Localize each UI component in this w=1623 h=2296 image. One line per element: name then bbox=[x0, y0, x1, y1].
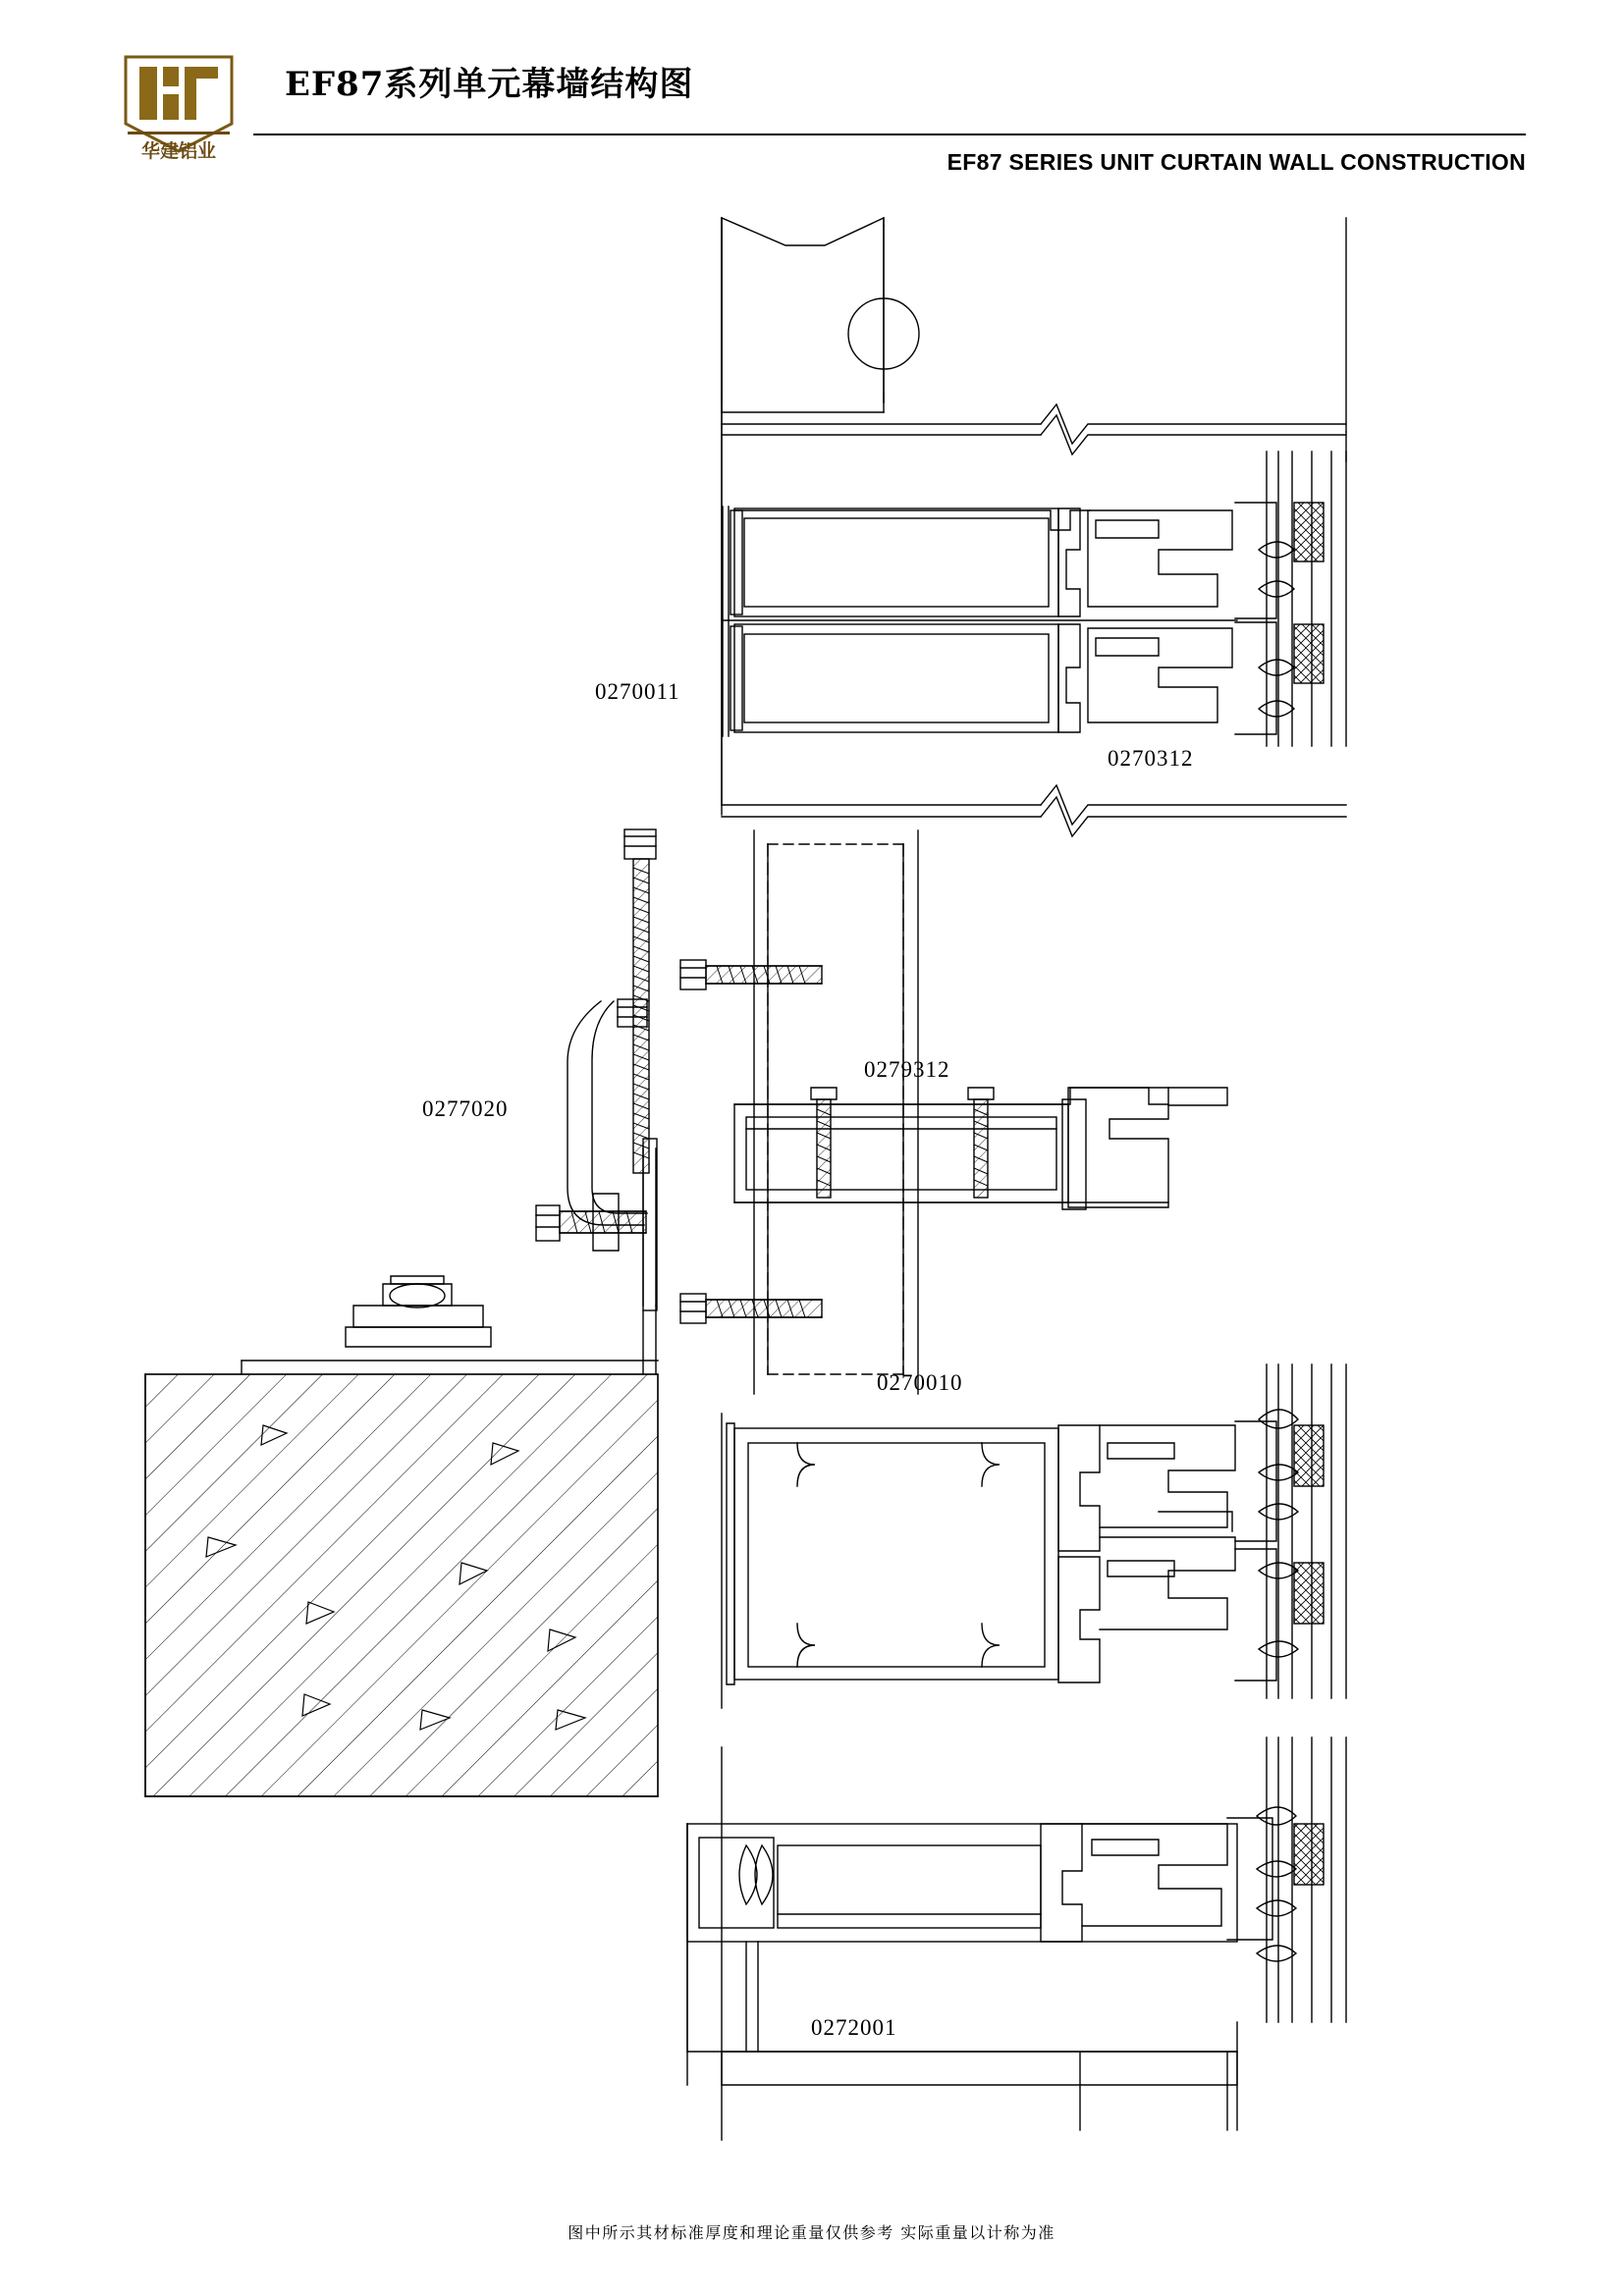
callout-0279312: 0279312 bbox=[864, 1057, 950, 1082]
page-title-en: EF87 SERIES UNIT CURTAIN WALL CONSTRUCTION bbox=[947, 149, 1526, 175]
callout-0270011: 0270011 bbox=[595, 679, 680, 704]
footer-note: 图中所示其材标准厚度和理论重量仅供参考 实际重量以计称为准 bbox=[568, 2223, 1055, 2242]
callout-0270312: 0270312 bbox=[1108, 746, 1194, 771]
callout-0270010: 0270010 bbox=[877, 1370, 963, 1395]
page-title-cn: EF87系列单元幕墙结构图 bbox=[285, 65, 694, 104]
svg-text:华建铝业: 华建铝业 bbox=[140, 140, 217, 162]
callout-0277020: 0277020 bbox=[422, 1096, 509, 1121]
callout-0272001: 0272001 bbox=[811, 2015, 897, 2040]
